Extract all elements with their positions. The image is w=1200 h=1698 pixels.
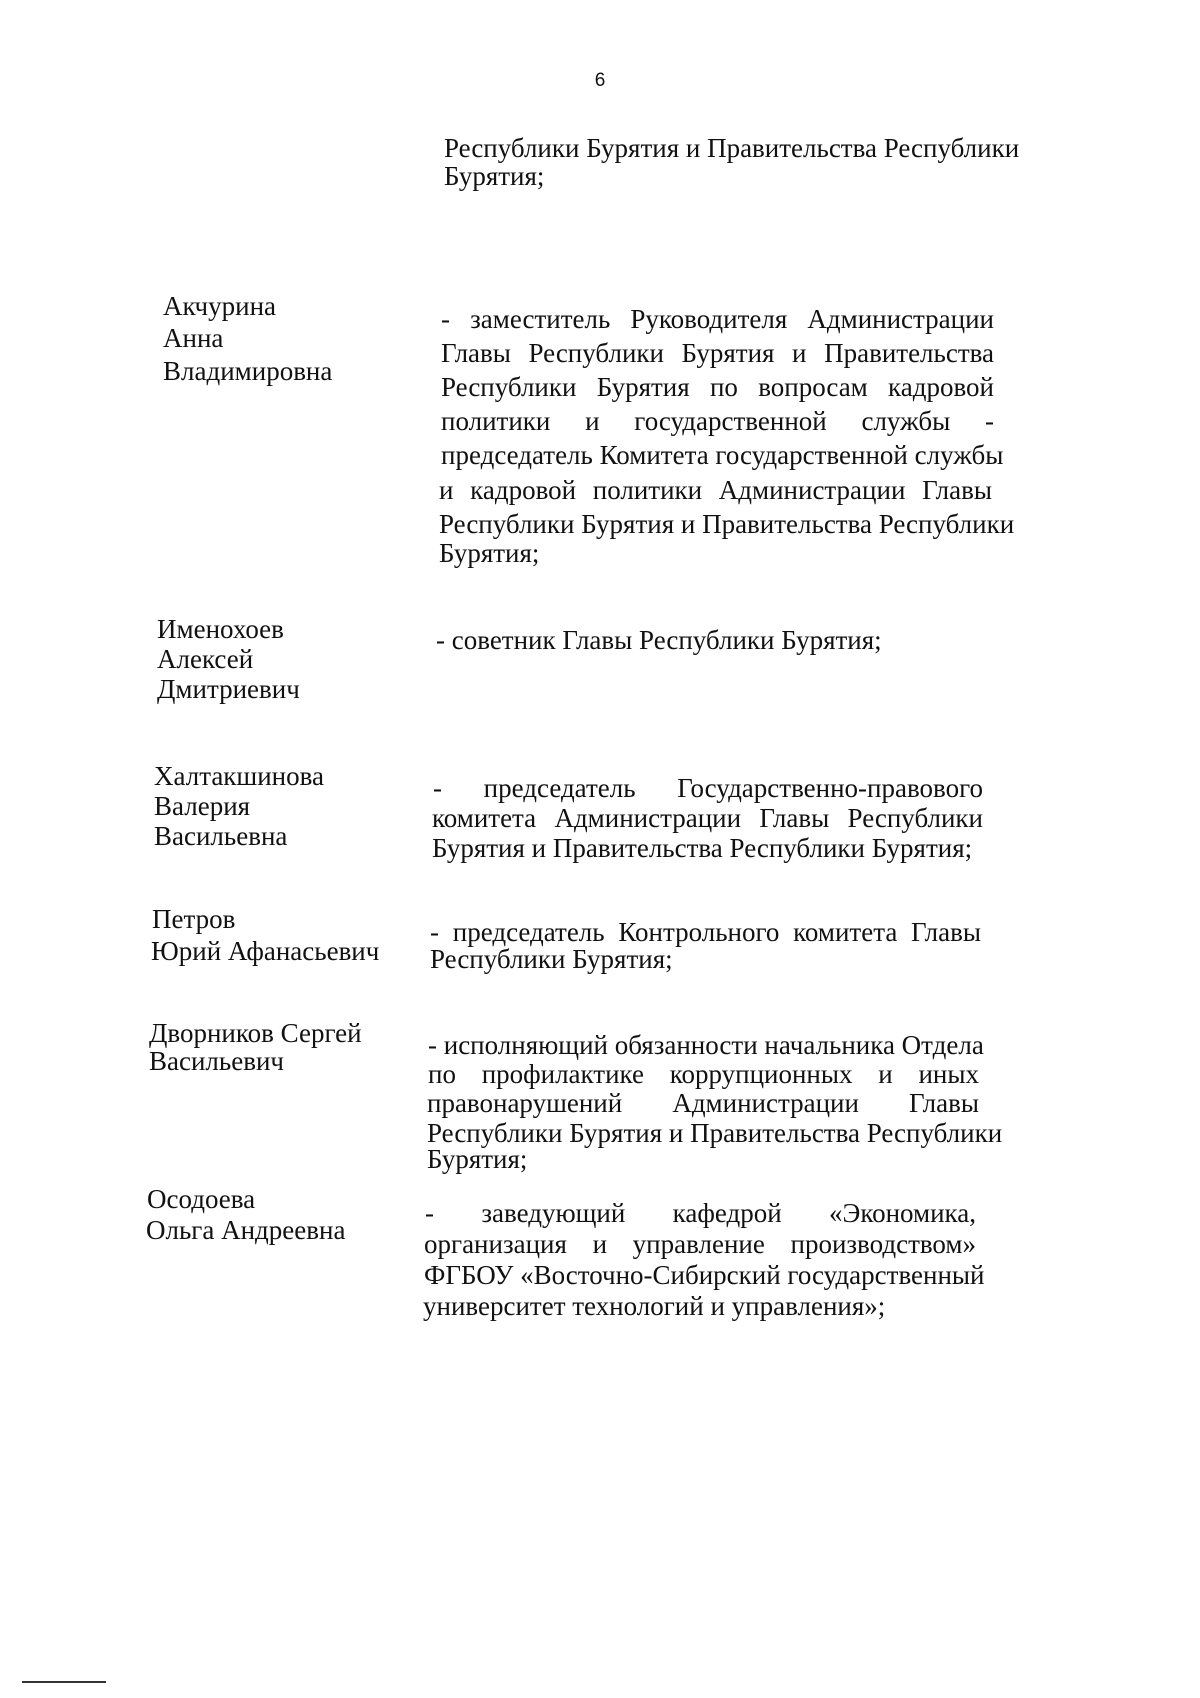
member-name-line: Валерия	[154, 791, 251, 821]
member-name-line: Васильевна	[154, 821, 288, 851]
member-position-line: политики и государственной службы -	[441, 406, 994, 436]
member-position-line: Республики Бурятия и Правительства Республики	[427, 1118, 1003, 1148]
member-position-line: университет технологий и управления»;	[423, 1291, 886, 1321]
member-position-line: правонарушений Администрации Главы	[427, 1088, 979, 1118]
member-name-line: Халтакшинова	[154, 761, 324, 791]
member-position-line: Республики Бурятия и Правительства Республики	[439, 509, 1015, 539]
scan-mark-line	[22, 1681, 106, 1683]
member-position-line: организация и управление производством»	[424, 1229, 976, 1259]
member-position-line: - советник Главы Республики Бурятия;	[436, 625, 882, 655]
member-name-line: Ольга Андреевна	[146, 1215, 346, 1245]
member-name-line: Именохоев	[157, 614, 284, 644]
member-name-line: Акчурина	[163, 291, 277, 321]
page-number: 6	[594, 70, 606, 91]
member-position-line: - исполняющий обязанности начальника Отдела	[428, 1030, 984, 1060]
member-position-line: по профилактике коррупционных и иных	[428, 1059, 979, 1089]
member-position-line: председатель Комитета государственной службы	[441, 440, 1004, 470]
member-position-line: Республики Бурятия по вопросам кадровой	[441, 372, 994, 402]
member-name-line: Владимировна	[163, 356, 333, 386]
member-position-line: - председатель Контрольного комитета Главы	[430, 917, 981, 947]
member-name-line: Алексей	[157, 644, 254, 674]
member-position-line: Бурятия;	[427, 1144, 528, 1174]
member-name-line: Дворников Сергей	[149, 1018, 362, 1048]
member-name-line: Анна	[163, 323, 224, 353]
intro-line: Бурятия;	[444, 161, 545, 191]
member-position-line: Республики Бурятия;	[430, 944, 673, 974]
member-name-line: Васильевич	[149, 1046, 284, 1076]
member-position-line: - председатель Государственно-правового	[433, 773, 983, 803]
member-position-line: Бурятия и Правительства Республики Бурятия;	[432, 833, 973, 863]
member-position-line: ФГБОУ «Восточно-Сибирский государственный	[424, 1260, 985, 1290]
member-name-line: Петров	[152, 904, 236, 934]
member-position-line: комитета Администрации Главы Республики	[432, 803, 983, 833]
member-position-line: - заместитель Руководителя Администрации	[441, 304, 994, 334]
member-name-line: Дмитриевич	[157, 674, 300, 704]
member-position-line: и кадровой политики Администрации Главы	[439, 475, 992, 505]
member-position-line: Бурятия;	[439, 538, 540, 568]
member-position-line: - заведующий кафедрой «Экономика,	[425, 1198, 976, 1228]
intro-line: Республики Бурятия и Правительства Республики	[444, 133, 1020, 163]
member-position-line: Главы Республики Бурятия и Правительства	[441, 338, 994, 368]
member-name-line: Юрий Афанасьевич	[151, 936, 380, 966]
member-name-line: Осодоева	[147, 1184, 256, 1214]
